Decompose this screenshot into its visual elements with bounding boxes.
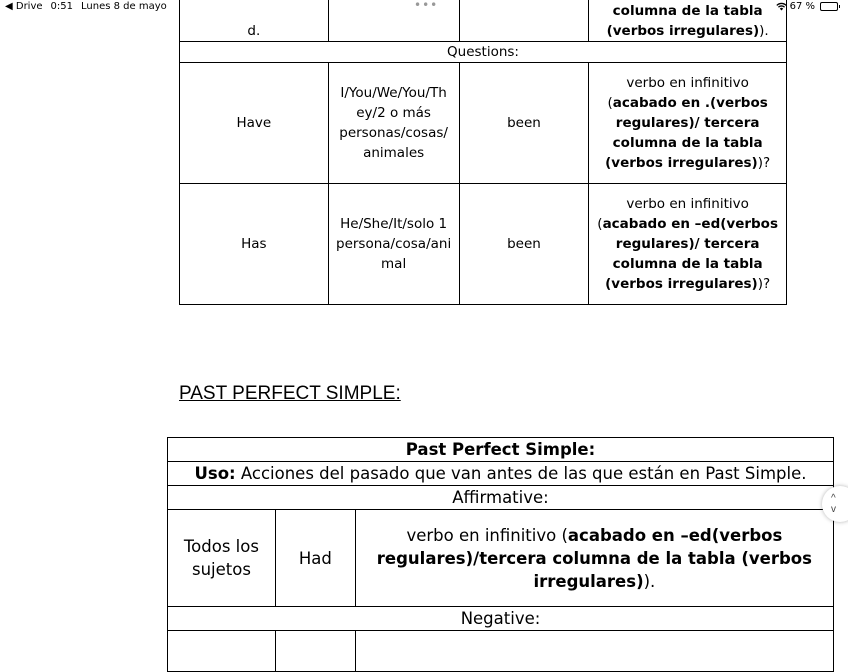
cell xyxy=(355,631,833,672)
rule-cell: verbo en infinitivo (acabado en –ed(verbos regulares)/ tercera columna de la tabla (verbos irregulares))? xyxy=(589,184,787,305)
chevron-up-icon: ^ xyxy=(831,493,836,504)
questions-row xyxy=(180,42,787,63)
subjects-cell: Todos los sujetos xyxy=(168,510,276,607)
aux-cell: Has xyxy=(180,184,329,305)
cell xyxy=(275,631,355,672)
table-row xyxy=(180,184,787,305)
chevron-down-icon: v xyxy=(831,504,836,515)
multitasking-dots-icon[interactable]: ••• xyxy=(414,0,439,12)
questions-label: Questions: xyxy=(180,42,787,63)
date: Lunes 8 de mayo xyxy=(81,1,167,12)
cell: d. xyxy=(180,0,329,42)
clock: 0:51 xyxy=(50,1,73,12)
cell: columna de la tabla (verbos irregulares)). xyxy=(589,0,787,42)
status-right xyxy=(776,1,838,12)
subjects-cell: I/You/We/You/Th ey/2 o más personas/cosas/ animales xyxy=(328,63,459,184)
uso-cell: Uso: Acciones del pasado que van antes de las que están en Past Simple. xyxy=(168,462,834,486)
aux-cell: Had xyxy=(275,510,355,607)
table-row xyxy=(168,462,834,486)
table-row xyxy=(168,438,834,462)
section-heading: PAST PERFECT SIMPLE: xyxy=(179,383,401,404)
table-row xyxy=(168,486,834,510)
cell xyxy=(168,631,276,672)
table-row xyxy=(168,631,834,672)
affirmative-label: Affirmative: xyxy=(168,486,834,510)
table-title: Past Perfect Simple: xyxy=(168,438,834,462)
rule-cell: verbo en infinitivo (acabado en –ed(verbos regulares)/tercera columna de la tabla (verbos irregulares)). xyxy=(355,510,833,607)
table-row xyxy=(168,510,834,607)
aux-cell: Have xyxy=(180,63,329,184)
status-bar xyxy=(0,0,848,16)
present-perfect-table xyxy=(179,0,787,305)
past-perfect-table xyxy=(167,437,834,672)
subjects-cell: He/She/It/solo 1 persona/cosa/ani mal xyxy=(328,184,459,305)
table-row xyxy=(168,607,834,631)
battery-icon xyxy=(820,2,838,11)
wifi-icon xyxy=(776,2,787,11)
status-left xyxy=(5,1,175,12)
verb-cell: been xyxy=(459,184,589,305)
table-row xyxy=(180,63,787,184)
negative-label: Negative: xyxy=(168,607,834,631)
verb-cell: been xyxy=(459,63,589,184)
rule-cell: verbo en infinitivo (acabado en .(verbos regulares)/ tercera columna de la tabla (verbos irregulares))? xyxy=(589,63,787,184)
back-to-drive-link[interactable]: ◀ Drive xyxy=(5,1,43,12)
battery-percent: 67 % xyxy=(789,1,815,12)
